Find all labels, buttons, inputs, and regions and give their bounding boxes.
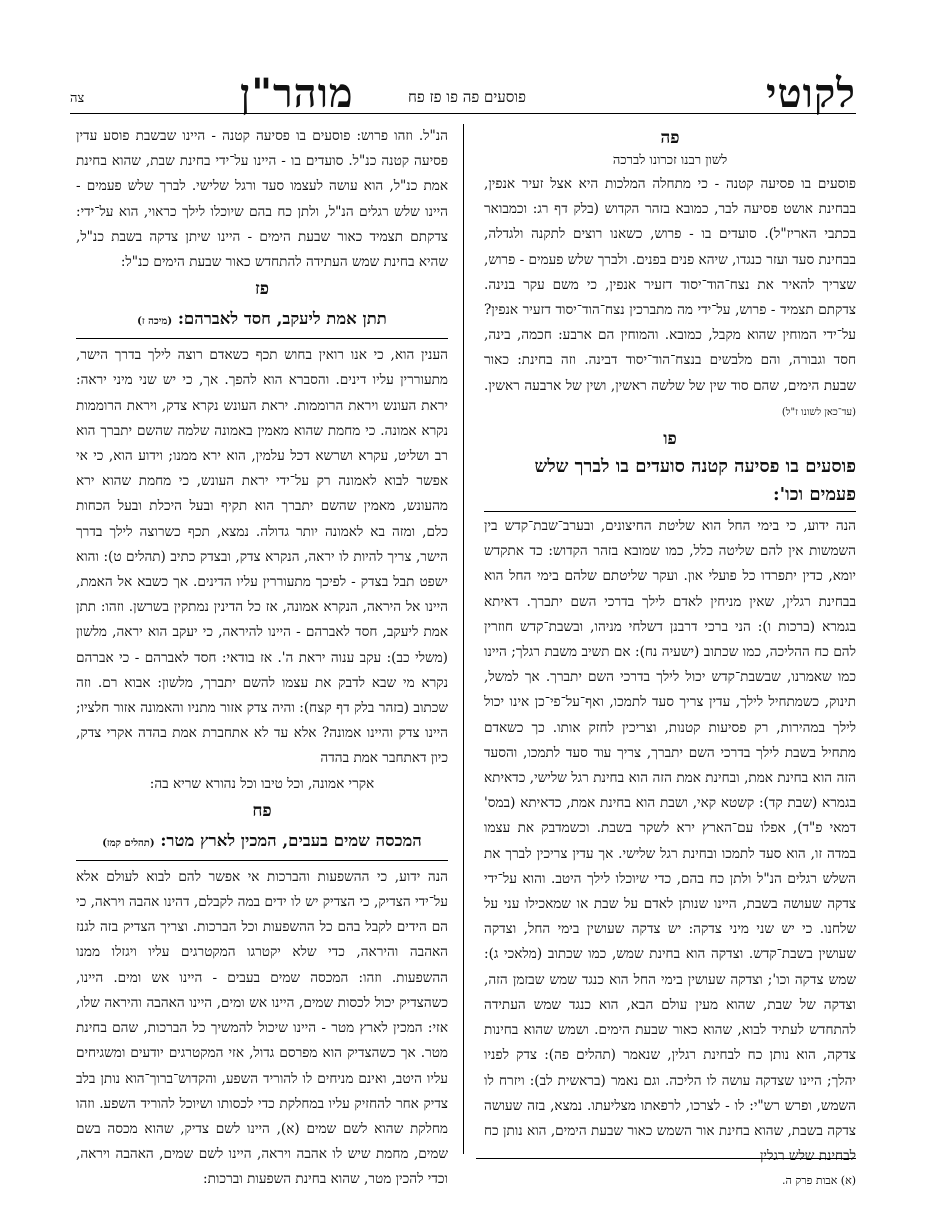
section-87-title-row xyxy=(76,305,448,339)
footnote: (א) אבות פרק ה. xyxy=(782,1174,856,1187)
section-87-tail: אקרי אמונה, וכל טיבו וכל נהורא שריא בה: xyxy=(149,775,375,792)
section-85-heading: פה xyxy=(660,128,680,148)
column-divider xyxy=(463,124,464,1154)
section-88-text: הנה ידוע, כי ההשפעות והברכות אי אפשר להם לבוא לעולם אלא על־ידי הצדיק, כי הצדיק יש לו ידים במה לקבלם, דהינו אהבה ויראה, כי הם הידים לקבל בהם כל ההשפעות וכל הברכות. וצריך הצדיק בזה לגנז האהבה והיראה, כדי שלא יקטרגו המקטרגים עליו ויגזלו ממנו ההשפעות. וזהו: המכסה שמים בעבים - היינו אש ומים. היינו, כשהצדיק יכול לכסות שמים, היינו אש ומים, היינו האהבה והיראה שלו, אזי: המכין לארץ מטר - היינו שיכול להמשיך כל הברכות, שהם בחינת מטר. אך כשהצדיק הוא מפרסם גדול, אזי המקטרגים יודעים ומשגיחים עליו היטב, ואינם מניחים לו להוריד השפע, והקדוש־ברוך־הוא נותן בלב צדיק אחר להחזיק עליו במחלקת כדי לכסותו ושיוכל להוריד השפע. וזהו מחלקת שהוא לשם שמים (א), היינו לשם צדיק, שהוא מכסה בשם שמים, מחמת שיש לו אהבה ויראה, היינו לשם שמים, האהבה ויראה, וכדי להכין מטר, שהוא בחינת השפעות וברכות: xyxy=(76,868,448,1188)
section-86-text: הנה ידוע, כי בימי החל הוא שליטת החיצונים, ובערב־שבת־קדש בין השמשות אין להם שליטה כלל, כמו שמובא בזהר הקדוש: כד אתקדש יומא, כדין יתפרדו כל פועלי און. ועקר שליטתם שלהם בימי החל הוא בבחינת רגלין, שאין מניחין לאדם לילך בדרכי השם יתברך. דאיתא בגמרא (ברכות ו): הני ברכי דרבנן דשלחי מניהו, ובשבת־קדש חוזרין להם כח ההליכה, כמו שכתוב (ישעיה נח): אם תשיב משבת רגלך; היינו כמו שאמרנו, שבשבת־קדש יכול לילך בדרכי השם יתברך. אך למשל, תינוק, כשמתחיל לילך, עדין צריך סעד לתמכו, ואף־על־פי־כן אינו יכול לילך במהירות, רק פסיעות קטנות, וצריכין לחזק אותו. כך כשאדם מתחיל בשבת לילך בדרכי השם יתברך, צריך עוד סעד לתמכו, והסעד הזה הוא בחינת אמת, ובחינת אמת הזה הוא בחינת רגל שלישי, כדאיתא בגמרא (שבת קד): קשטא קאי, ושבת הוא בחינת אמת, כדאיתא (במס' דמאי פ"ד), אפלו עם־הארץ ירא לשקר בשבת. וכשמדבק את עצמו במדה זו, הוא סעד לתמכו ובחינת רגל שלישי. אך עדין צריכין לברך את השלש רגלים הנ"ל ולתן כח בהם, כדי שיוכלו לילך היטב. והוא על־ידי צדקה שעושה בשבת, היינו שנותן לאדם על שבת או שמאכילו עני על שלחנו. כי יש שני מיני צדקה: יש צדקה שעושין בימי החל, וצדקה שעושין בשבת־קדש. וצדקה הוא בחינת שמש, כמו שכתוב (מלאכי ג): שמש צדקה וכו'; וצדקה שעושין בימי החל הוא כנגד שמש שבזמן הזה, וצדקה של שבת, שהוא מעין עולם הבא, הוא כנגד שמש העתידה להתחדש לעתיד לבוא, שהוא כאור שבעת הימים. ושמש שהוא בחינות צדקה, הוא נותן כח לבחינת רגלין, שנאמר (תהלים פה): צדק לפניו יהלך; היינו שצדקה עושה לו הליכה. וגם נאמר (בראשית לב): ויזרח לו השמש, ופרש רש"י: לו - לצרכו, לרפאתו מצליעתו. נמצא, בזה שעושה צדקה בשבת, שהוא בחינת אור השמש כאור שבעת הימים, הוא נותן כח לבחינת שלש רגלין xyxy=(484,518,856,1165)
right-column xyxy=(484,124,856,1165)
header-rule xyxy=(70,113,856,114)
book-title-right: לקוטי xyxy=(766,70,856,117)
section-85-note: (עד־כאן לשונו ז"ל) xyxy=(781,406,856,418)
section-range: פוסעים פה פו פז פח xyxy=(407,88,526,106)
section-87-title: תתן אמת ליעקב, חסד לאברהם: xyxy=(177,309,387,329)
section-88-title: המכסה שמים בעבים, המכין לארץ מטר: xyxy=(160,830,422,850)
section-88-title-row xyxy=(76,827,448,861)
section-85-text: פוסעים בו פסיעה קטנה - כי מתחלה המלכות היא אצל זעיר אנפין, בבחינת אושט פסיעה לבר, כמובא בזהר הקדוש (בלק דף רג: וכמבואר בכתבי האריז"ל). סועדים בו - פרוש, כשאנו רוצים לתקנה ולגדלה, בבחינת סעד ועזר כנגדו, שיהא פנים בפנים. ולברך שלש פעמים - פרוש, שצריך להאיר את נצח־הוד־יסוד דזעיר אנפין, כי משם עקר בנינה. צדקתם תצמיד - פרוש, על־ידי מה מתברכין נצח־הוד־יסוד דזעיר אנפין? על־ידי המוחין שהוא מקבל, כמובא. והמוחין הם ארבע: חכמה, בינה, חסד וגבורה, והם מלבשים בנצח־הוד־יסוד דבינה. וזה בחינת: כאור שבעת הימים, שהם סוד שין של שלשה ראשין, ושין של ארבעה ראשין. (עד־כאן לשונו ז"ל) xyxy=(484,176,856,418)
section-88-source: (תהלים קמז) xyxy=(102,837,155,849)
section-86-continuation: הנ"ל. וזהו פרוש: פוסעים בו פסיעה קטנה - היינו שבשבת פוסע עדין פסיעה קטנה כנ"ל. סועדים בו - היינו על־ידי בחינת שבת, שהוא בחינת אמת כנ"ל, הוא עושה לעצמו סעד ורגל שלישי. לברך שלש פעמים - היינו שלש רגלים הנ"ל, ולתן כח בהם שיוכלו לילך כראוי, הוא על־ידי: צדקתם תצמיד כאור שבעת הימים - היינו שיתן צדקה בשבת כנ"ל, שהיא בחינת שמש העתידה להתחדש כאור שבעת הימים כנ"ל: xyxy=(76,128,448,271)
section-87-text: הענין הוא, כי אנו רואין בחוש תכף כשאדם רוצה לילך בדרך הישר, מתעוררין עליו דינים. והסברא הוא להפך. אך, כי יש שני מיני יראה: יראת העונש ויראת הרוממות. יראת העונש נקרא צדק, ויראת הרוממות נקרא אמונה. כי מחמת שהוא מאמין באמונה שלמה שהשם יתברך הוא רב ושליט, עקרא ושרשא דכל עלמין, הוא ירא ממנו; וידוע הוא, כי אי אפשר לבוא לאמונה רק על־ידי יראת העונש, כי מחמת שהוא ירא מהעונש, מאמין שהשם יתברך הוא תקיף ובעל היכלת ובעל הכחות כלם, ומזה בא לאמונה יותר גדולה. נמצא, תכף כשרוצה לילך בדרך הישר, צריך להיות לו יראה, הנקרא צדק, ובצדק כתיב (תהלים ט): והוא ישפט תבל בצדק - לפיכך מתעוררין עליו הדינים. אך כשבא אל האמת, היינו אל היראה, הנקרא אמונה, אז כל הדינין נמתקין בשרשן. וזהו: תתן אמת ליעקב, חסד לאברהם - היינו להיראה, כי יעקב הוא יראה, מלשון (משלי כב): עקב ענוה יראת ה'. אז בודאי: חסד לאברהם - כי אברהם נקרא מי שבא לדבק את עצמו להשם יתברך, מלשון: אבוא רם. וזה שכתוב (בזהר בלק דף קצח): והיה צדק אזור מתניו והאמונה אזור חלציו; היינו צדק והיינו אמונה? אלא עד לא אתחברת אמת בהדה אקרי צדק, כיון דאתחבר אמת בהדה xyxy=(76,347,448,767)
section-87-source: (מיכה ז) xyxy=(137,316,173,328)
section-86-heading: פו xyxy=(663,429,677,450)
section-88-heading: פח xyxy=(252,800,272,821)
section-85-subheading: לשון רבנו זכרונו לברכה xyxy=(612,153,728,168)
page-number: צה xyxy=(70,91,85,106)
left-column xyxy=(76,124,448,1188)
page-header xyxy=(70,68,856,118)
book-title-left: מוהר"ן xyxy=(240,70,354,117)
section-86-title: פוסעים בו פסיעה קטנה סועדים בו לברך שלש פעמים וכו': xyxy=(484,453,856,512)
section-87-heading: פז xyxy=(255,279,269,300)
footnote-rule xyxy=(476,1158,856,1159)
